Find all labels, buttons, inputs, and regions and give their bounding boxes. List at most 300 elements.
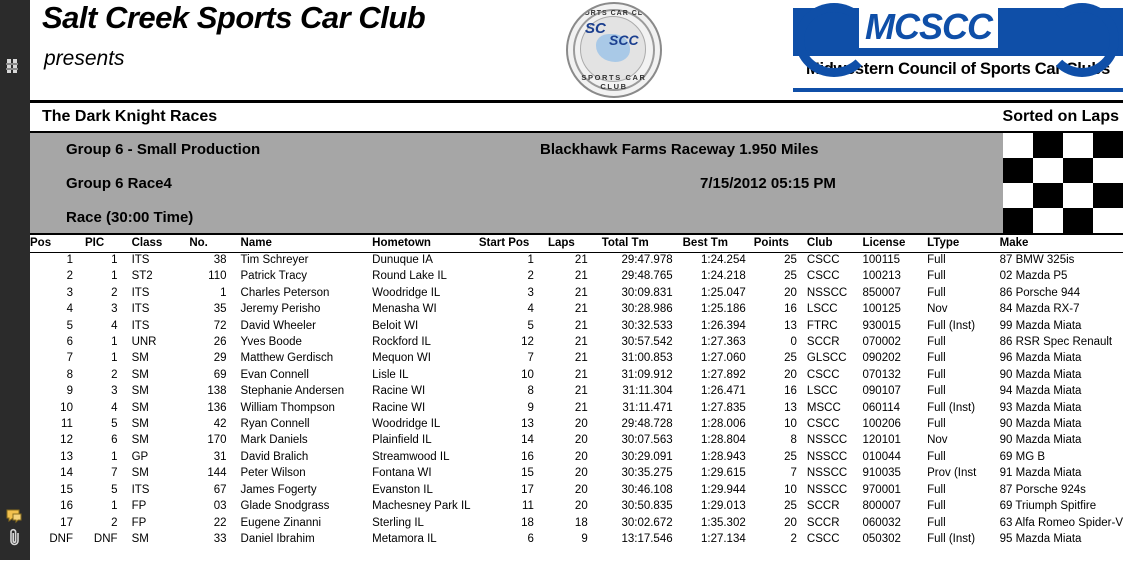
cell-name: Eugene Zinanni <box>240 516 322 529</box>
cell-class: FP <box>131 500 147 513</box>
cell-no: 22 <box>213 516 227 529</box>
cell-pos: 12 <box>60 434 73 447</box>
sort-label: Sorted on Laps <box>1002 108 1119 125</box>
cell-name: William Thompson <box>240 401 335 414</box>
cell-totaltm: 30:07.563 <box>621 434 673 447</box>
cell-laps: 21 <box>574 336 588 349</box>
cell-totaltm: 31:00.853 <box>621 352 673 365</box>
cell-laps: 20 <box>574 418 588 431</box>
cell-license: 100213 <box>862 270 901 283</box>
cell-points: 8 <box>790 434 797 447</box>
cell-name: Charles Peterson <box>240 286 330 299</box>
cell-club: MSCC <box>806 401 841 414</box>
cell-besttm: 1:27.134 <box>700 532 746 545</box>
cell-ltype: Nov <box>927 303 948 316</box>
cell-pic: 1 <box>111 500 118 513</box>
cell-ltype: Full (Inst) <box>927 401 976 414</box>
cell-no: 03 <box>213 500 227 513</box>
comment-icon[interactable] <box>4 505 26 527</box>
cell-laps: 21 <box>574 368 588 381</box>
table-row <box>30 483 1123 499</box>
cell-laps: 20 <box>574 434 588 447</box>
cell-pic: 1 <box>111 336 118 349</box>
cell-besttm: 1:29.944 <box>700 483 746 496</box>
cell-points: 20 <box>784 516 797 529</box>
col-name: Name <box>235 235 373 253</box>
table-row <box>30 286 1123 302</box>
cell-besttm: 1:29.013 <box>700 500 746 513</box>
cell-pos: 3 <box>66 286 73 299</box>
cell-pos: 14 <box>60 467 73 480</box>
cell-club: SCCR <box>806 500 840 513</box>
cell-startpos: 17 <box>521 483 534 496</box>
cell-class: SM <box>131 532 149 545</box>
cell-class: GP <box>131 450 149 463</box>
logo-arc-bottom: SPORTS CAR CLUB <box>581 73 647 91</box>
cell-startpos: 6 <box>527 532 534 545</box>
cell-totaltm: 13:17.546 <box>621 532 673 545</box>
cell-license: 930015 <box>862 319 901 332</box>
table-row <box>30 335 1123 351</box>
col-ltype: LType <box>927 235 1000 253</box>
cell-no: 26 <box>213 336 227 349</box>
cell-license: 060114 <box>862 401 901 414</box>
cell-ltype: Full (Inst) <box>927 532 976 545</box>
cell-make: 90 Mazda Miata <box>999 434 1082 447</box>
cell-name: Mark Daniels <box>240 434 308 447</box>
col-laps: Laps <box>548 235 602 253</box>
cell-class: SM <box>131 368 149 381</box>
cell-pos: 8 <box>66 368 73 381</box>
cell-totaltm: 30:46.108 <box>621 483 673 496</box>
cell-laps: 9 <box>581 532 588 545</box>
cell-totaltm: 30:29.091 <box>621 450 673 463</box>
cell-hometown: Machesney Park IL <box>372 500 471 513</box>
cell-pos: 7 <box>66 352 73 365</box>
table-row <box>30 499 1123 515</box>
cell-ltype: Full <box>927 368 946 381</box>
cell-name: Stephanie Andersen <box>240 385 345 398</box>
cell-besttm: 1:27.835 <box>700 401 746 414</box>
cell-totaltm: 30:57.542 <box>621 336 673 349</box>
attachment-icon[interactable] <box>4 527 26 549</box>
cell-no: 31 <box>213 450 227 463</box>
cell-ltype: Full <box>927 254 946 266</box>
cell-totaltm: 29:48.765 <box>621 270 673 283</box>
cell-points: 13 <box>784 319 797 332</box>
cell-points: 25 <box>784 352 797 365</box>
cell-totaltm: 29:47.978 <box>621 254 673 266</box>
cell-license: 100125 <box>862 303 901 316</box>
cell-besttm: 1:26.394 <box>700 319 746 332</box>
cell-name: David Bralich <box>240 450 309 463</box>
cell-pos: 15 <box>60 483 73 496</box>
cell-club: SCCR <box>806 336 840 349</box>
cell-points: 16 <box>784 385 797 398</box>
cell-name: Matthew Gerdisch <box>240 352 334 365</box>
table-row <box>30 433 1123 449</box>
table-row <box>30 466 1123 482</box>
cell-ltype: Full <box>927 516 946 529</box>
group-name: Group 6 - Small Production <box>66 141 261 158</box>
cell-no: 42 <box>213 418 227 431</box>
cell-no: 138 <box>207 385 227 398</box>
cell-startpos: 15 <box>521 467 534 480</box>
cell-class: ITS <box>131 303 150 316</box>
cell-startpos: 13 <box>521 418 534 431</box>
cell-make: 02 Mazda P5 <box>999 270 1068 283</box>
cell-class: SM <box>131 418 149 431</box>
cell-class: ITS <box>131 319 150 332</box>
cell-hometown: Sterling IL <box>372 516 424 529</box>
cell-pic: 1 <box>111 270 118 283</box>
cell-make: 94 Mazda Miata <box>999 385 1082 398</box>
cell-laps: 20 <box>574 467 588 480</box>
cell-pic: 4 <box>111 401 118 414</box>
cell-pic: 2 <box>111 368 118 381</box>
table-body <box>30 253 1123 549</box>
cell-make: 90 Mazda Miata <box>999 368 1082 381</box>
cell-pos: 16 <box>60 500 73 513</box>
mcscc-logo <box>793 0 1123 92</box>
cell-besttm: 1:28.804 <box>700 434 746 447</box>
cell-no: 33 <box>213 532 227 545</box>
table-row <box>30 532 1123 548</box>
cell-hometown: Fontana WI <box>372 467 432 480</box>
cell-startpos: 11 <box>521 500 534 513</box>
cell-make: 69 Triumph Spitfire <box>999 500 1097 513</box>
scscc-logo <box>566 2 662 98</box>
cell-pos: 4 <box>66 303 73 316</box>
cell-hometown: Lisle IL <box>372 368 409 381</box>
cell-pic: DNF <box>93 532 118 545</box>
cell-no: 1 <box>220 286 227 299</box>
cell-name: Ryan Connell <box>240 418 310 431</box>
cell-totaltm: 31:11.304 <box>622 385 673 398</box>
cell-hometown: Mequon WI <box>372 352 431 365</box>
cell-startpos: 2 <box>527 270 534 283</box>
cell-class: SM <box>131 401 149 414</box>
logo-arc-top: SPORTS CAR CLUB <box>572 10 656 17</box>
cell-pos: 2 <box>66 270 73 283</box>
cell-pic: 1 <box>111 352 118 365</box>
cell-license: 090202 <box>862 352 901 365</box>
cell-pic: 1 <box>111 254 118 266</box>
cell-class: ITS <box>131 254 150 266</box>
table-row <box>30 384 1123 400</box>
logo-scc-text: SCC <box>609 32 639 48</box>
cell-pos: 5 <box>66 319 73 332</box>
cell-startpos: 14 <box>521 434 534 447</box>
page-title: The Dark Knight Races <box>42 108 218 125</box>
cell-totaltm: 30:09.831 <box>621 286 673 299</box>
cell-ltype: Full <box>927 352 946 365</box>
cell-pic: 7 <box>111 467 118 480</box>
cell-pos: 6 <box>66 336 73 349</box>
mcscc-subtitle: Midwestern Council of Sports Car Clubs <box>806 60 1110 78</box>
cell-totaltm: 30:50.835 <box>621 500 673 513</box>
cell-points: 13 <box>784 401 797 414</box>
col-besttm: Best Tm <box>683 235 754 253</box>
cell-besttm: 1:28.006 <box>700 418 746 431</box>
cell-license: 090107 <box>862 385 901 398</box>
cell-laps: 21 <box>574 254 588 266</box>
cell-ltype: Full <box>927 336 946 349</box>
cell-name: James Fogerty <box>240 483 317 496</box>
table-row <box>30 368 1123 384</box>
mcscc-acronym: MCSCC <box>859 6 998 48</box>
cell-points: 25 <box>784 500 797 513</box>
cell-club: NSSCC <box>806 467 848 480</box>
race-type: Race (30:00 Time) <box>66 209 194 226</box>
cell-make: 95 Mazda Miata <box>999 532 1082 545</box>
col-club: Club <box>807 235 863 253</box>
cell-startpos: 7 <box>527 352 534 365</box>
cell-club: CSCC <box>806 254 840 266</box>
cell-ltype: Full (Inst) <box>927 319 976 332</box>
cell-ltype: Full <box>927 483 946 496</box>
cell-club: LSCC <box>806 303 838 316</box>
cell-pic: 2 <box>111 286 118 299</box>
cell-no: 38 <box>213 254 227 266</box>
checkered-flag <box>853 133 1123 233</box>
cell-points: 0 <box>790 336 797 349</box>
cell-pic: 5 <box>111 483 118 496</box>
table-row <box>30 302 1123 318</box>
cell-ltype: Full <box>927 286 946 299</box>
cell-ltype: Prov (Inst <box>927 467 977 480</box>
cell-ltype: Full <box>927 385 946 398</box>
cell-make: 86 RSR Spec Renault <box>999 336 1113 349</box>
cell-besttm: 1:24.218 <box>700 270 746 283</box>
col-class: Class <box>128 235 190 253</box>
cell-license: 010044 <box>862 450 901 463</box>
cell-startpos: 4 <box>527 303 534 316</box>
cell-pos: 11 <box>61 418 73 431</box>
cell-besttm: 1:25.186 <box>700 303 746 316</box>
table-row <box>30 269 1123 285</box>
cell-besttm: 1:35.302 <box>700 516 746 529</box>
cell-name: Yves Boode <box>240 336 302 349</box>
col-make: Make <box>1000 235 1123 253</box>
cell-totaltm: 30:32.533 <box>621 319 673 332</box>
cell-totaltm: 30:28.986 <box>621 303 673 316</box>
cell-points: 20 <box>784 286 797 299</box>
tools-icon[interactable] <box>4 55 26 77</box>
cell-pic: 2 <box>111 516 118 529</box>
cell-name: Glade Snodgrass <box>240 500 330 513</box>
cell-pic: 4 <box>111 319 118 332</box>
race-title-row <box>30 103 1123 133</box>
col-license: License <box>863 235 928 253</box>
cell-hometown: Evanston IL <box>372 483 433 496</box>
table-header <box>30 235 1123 253</box>
cell-club: NSSCC <box>806 434 848 447</box>
cell-totaltm: 31:09.912 <box>621 368 673 381</box>
cell-pos: 13 <box>60 450 73 463</box>
table-row <box>30 450 1123 466</box>
cell-class: ITS <box>131 286 150 299</box>
cell-besttm: 1:25.047 <box>700 286 746 299</box>
cell-name: Evan Connell <box>240 368 309 381</box>
cell-license: 120101 <box>862 434 901 447</box>
cell-club: GLSCC <box>806 352 847 365</box>
cell-startpos: 8 <box>527 385 534 398</box>
cell-club: NSSCC <box>806 483 848 496</box>
cell-hometown: Streamwood IL <box>372 450 450 463</box>
table-row <box>30 401 1123 417</box>
cell-no: 69 <box>213 368 227 381</box>
cell-class: SM <box>131 385 149 398</box>
col-pic: PIC <box>85 235 128 253</box>
cell-make: 86 Porsche 944 <box>999 286 1081 299</box>
cell-make: 63 Alfa Romeo Spider-V <box>999 516 1123 529</box>
cell-ltype: Nov <box>927 434 948 447</box>
cell-no: 110 <box>208 270 227 283</box>
cell-laps: 20 <box>574 450 588 463</box>
cell-make: 96 Mazda Miata <box>999 352 1082 365</box>
club-title: Salt Creek Sports Car Club <box>42 0 426 35</box>
mcscc-underline <box>793 88 1123 92</box>
cell-laps: 21 <box>574 401 588 414</box>
cell-make: 90 Mazda Miata <box>999 418 1082 431</box>
cell-make: 87 Porsche 924s <box>999 483 1086 496</box>
cell-pic: 6 <box>111 434 118 447</box>
cell-pos: 10 <box>60 401 73 414</box>
cell-name: Peter Wilson <box>240 467 306 480</box>
cell-hometown: Racine WI <box>372 401 426 414</box>
cell-name: Daniel Ibrahim <box>240 532 315 545</box>
cell-no: 29 <box>213 352 227 365</box>
cell-pic: 5 <box>111 418 118 431</box>
cell-hometown: Woodridge IL <box>372 286 441 299</box>
cell-license: 060032 <box>862 516 901 529</box>
cell-make: 99 Mazda Miata <box>999 319 1082 332</box>
presents-label: presents <box>44 47 125 70</box>
cell-hometown: Woodridge IL <box>372 418 441 431</box>
cell-startpos: 18 <box>521 516 534 529</box>
cell-ltype: Full <box>927 418 946 431</box>
cell-make: 69 MG B <box>999 450 1046 463</box>
cell-hometown: Round Lake IL <box>372 270 447 283</box>
cell-class: ITS <box>131 483 150 496</box>
cell-license: 070002 <box>862 336 901 349</box>
cell-make: 87 BMW 325is <box>999 254 1075 266</box>
cell-license: 910035 <box>862 467 901 480</box>
cell-club: NSSCC <box>806 450 848 463</box>
cell-hometown: Dunuque IA <box>372 254 433 266</box>
race-datetime: 7/15/2012 05:15 PM <box>700 175 836 192</box>
cell-name: David Wheeler <box>240 319 316 332</box>
col-points: Points <box>754 235 807 253</box>
cell-startpos: 9 <box>527 401 534 414</box>
cell-hometown: Plainfield IL <box>372 434 432 447</box>
table-row <box>30 319 1123 335</box>
mcscc-swoop-right <box>1045 3 1119 77</box>
cell-class: ST2 <box>131 270 153 283</box>
cell-besttm: 1:26.471 <box>700 385 746 398</box>
cell-totaltm: 30:02.672 <box>621 516 673 529</box>
cell-pos: 9 <box>66 385 73 398</box>
cell-make: 93 Mazda Miata <box>999 401 1082 414</box>
cell-laps: 21 <box>574 286 588 299</box>
race-name: Group 6 Race4 <box>66 175 172 192</box>
table-row <box>30 417 1123 433</box>
cell-laps: 20 <box>574 500 588 513</box>
cell-class: SM <box>131 467 149 480</box>
table-row <box>30 351 1123 367</box>
cell-startpos: 16 <box>521 450 534 463</box>
cell-points: 25 <box>784 270 797 283</box>
cell-besttm: 1:24.254 <box>700 254 746 266</box>
cell-no: 72 <box>213 319 227 332</box>
cell-pic: 1 <box>111 450 118 463</box>
cell-totaltm: 30:35.275 <box>621 467 673 480</box>
cell-club: CSCC <box>806 532 840 545</box>
cell-ltype: Full <box>927 500 946 513</box>
page-header <box>30 0 1123 103</box>
results-table-wrapper <box>30 235 1123 560</box>
cell-laps: 21 <box>574 385 588 398</box>
cell-class: FP <box>131 516 147 529</box>
col-no: No. <box>189 235 234 253</box>
cell-no: 67 <box>213 483 227 496</box>
cell-club: LSCC <box>806 385 838 398</box>
cell-laps: 18 <box>574 516 588 529</box>
cell-make: 84 Mazda RX-7 <box>999 303 1080 316</box>
cell-license: 850007 <box>862 286 901 299</box>
cell-points: 2 <box>790 532 797 545</box>
cell-ltype: Full <box>927 270 946 283</box>
cell-hometown: Menasha WI <box>372 303 437 316</box>
cell-class: SM <box>131 352 149 365</box>
table-header-row <box>30 235 1123 253</box>
cell-make: 91 Mazda Miata <box>999 467 1082 480</box>
cell-points: 25 <box>784 450 797 463</box>
cell-license: 070132 <box>862 368 901 381</box>
cell-no: 35 <box>213 303 227 316</box>
cell-startpos: 3 <box>527 286 534 299</box>
cell-laps: 21 <box>574 352 588 365</box>
cell-points: 10 <box>784 483 797 496</box>
cell-hometown: Beloit WI <box>372 319 419 332</box>
cell-club: CSCC <box>806 368 840 381</box>
cell-startpos: 10 <box>521 368 534 381</box>
cell-no: 170 <box>207 434 227 447</box>
cell-besttm: 1:27.060 <box>700 352 746 365</box>
cell-points: 25 <box>784 254 797 266</box>
cell-points: 16 <box>784 303 797 316</box>
cell-points: 7 <box>790 467 797 480</box>
table-row <box>30 253 1123 270</box>
cell-club: CSCC <box>806 270 840 283</box>
cell-name: Patrick Tracy <box>240 270 307 283</box>
cell-class: SM <box>131 434 149 447</box>
cell-totaltm: 29:48.728 <box>621 418 673 431</box>
cell-club: CSCC <box>806 418 840 431</box>
cell-hometown: Metamora IL <box>372 532 437 545</box>
cell-club: SCCR <box>806 516 840 529</box>
race-info-band <box>30 133 1123 235</box>
cell-pos: 17 <box>60 516 73 529</box>
cell-startpos: 5 <box>527 319 534 332</box>
cell-hometown: Rockford IL <box>372 336 431 349</box>
col-hometown: Hometown <box>372 235 479 253</box>
cell-license: 100115 <box>862 254 901 266</box>
table-row <box>30 516 1123 532</box>
cell-besttm: 1:28.943 <box>700 450 746 463</box>
cell-startpos: 1 <box>527 254 534 266</box>
